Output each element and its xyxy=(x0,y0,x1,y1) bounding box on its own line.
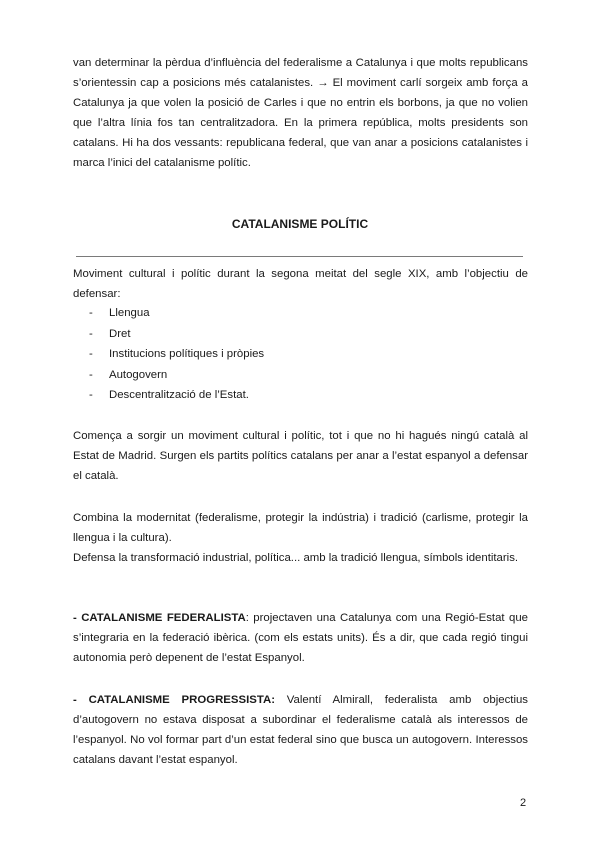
list-item: - Llengua xyxy=(89,303,264,324)
list-item: - Dret xyxy=(89,324,264,345)
combina-paragraph: Combina la modernitat (federalisme, protegir la indústria) i tradició (carlisme, protegir la llengua i la cultura). xyxy=(73,512,528,544)
list-item: - Institucions polítiques i pròpies xyxy=(89,344,264,365)
origin-paragraph: Comença a sorgir un moviment cultural i polític, tot i que no hi hagués ningú català al Estat de Madrid. Surgen els partits polítics catalans per anar a l’estat espanyol a defensar el català. xyxy=(73,430,528,482)
bullet-marker: - xyxy=(89,327,93,340)
defensa-paragraph: Defensa la transformació industrial, política... amb la tradició llengua, símbols identitaris. xyxy=(73,552,519,564)
bullet-marker: - xyxy=(89,389,93,401)
bullet-marker: - xyxy=(89,348,93,360)
bullet-marker: - xyxy=(89,368,93,381)
bullet-marker: - xyxy=(89,307,93,319)
section-title: CATALANISME POLÍTIC xyxy=(231,217,369,231)
objectives-list xyxy=(89,303,264,406)
page-number: 2 xyxy=(520,797,527,809)
progressista-heading: - CATALANISME PROGRESSISTA: xyxy=(73,694,275,706)
list-item: - Descentralització de l’Estat. xyxy=(89,385,264,406)
intro-paragraph: van determinar la pèrdua d’influència del federalisme a Catalunya i que molts republicans s’orientessin cap a posicions més catalanistes. → El moviment carlí sorgeix amb força a Catalunya ja que volen la posició de Carles i que no entrin els borbons, ja que no volien que l’altra línia fos tan centralitzadora. En la primera república, molts presidents son catalans. Hi ha dos vessants: republicana federal, que van anar a posicions catalanistes i marca l’inici del catalanisme polític. xyxy=(73,57,528,169)
list-item: - Autogovern xyxy=(89,365,264,386)
progressista-text: Valentí Almirall, federalista amb objectius d’autogovern no estava disposat a subordinar el federalisme català als interessos de l’espanyol. No vol formar part d’un estat federal sino que busca un autogovern. Interessos catalans davant l’estat espanyol. xyxy=(73,694,529,766)
federalista-text: : projectaven una Catalunya com una Regió-Estat que s’integraria en la federació ibèrica. (com els estats units). És a dir, que cada regió tingui autonomia però depenent de l’estat Espanyol. xyxy=(73,612,528,664)
federalista-heading: - CATALANISME FEDERALISTA xyxy=(73,612,246,624)
progressista-paragraph xyxy=(73,690,528,770)
title-divider xyxy=(76,256,523,257)
federalista-paragraph xyxy=(73,608,528,668)
definition-paragraph: Moviment cultural i polític durant la segona meitat del segle XIX, amb l’objectiu de defensar: xyxy=(73,268,528,300)
